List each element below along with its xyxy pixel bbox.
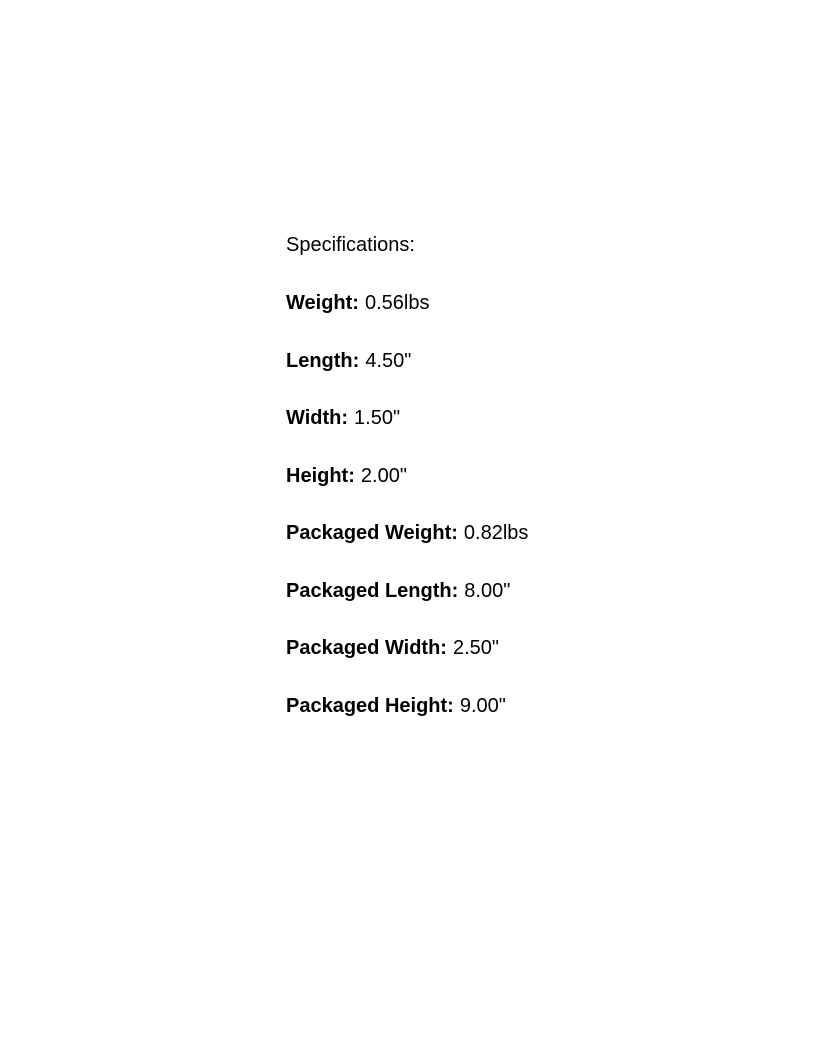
spec-label: Weight: [286, 292, 359, 314]
spec-label: Height: [286, 464, 355, 487]
spec-value: 2.50" [452, 637, 499, 659]
specifications-heading: Specifications: [286, 234, 415, 256]
spec-row-packaged-width [286, 637, 528, 659]
spec-value: 9.00" [459, 694, 506, 717]
spec-row-height [286, 465, 528, 487]
spec-value: 2.00" [360, 464, 407, 487]
spec-label: Width: [286, 407, 349, 429]
spec-value: 1.50" [354, 407, 401, 429]
spec-row-width [286, 407, 528, 429]
spec-value: 0.82lbs [463, 522, 529, 544]
spec-label: Packaged Length: [286, 579, 459, 602]
spec-row-packaged-height [286, 695, 528, 717]
spec-label: Packaged Width: [286, 637, 447, 659]
specifications-section [286, 234, 528, 717]
spec-row-packaged-weight [286, 522, 528, 544]
spec-value: 8.00" [464, 579, 511, 602]
spec-label: Packaged Weight: [286, 522, 458, 544]
spec-row-packaged-length [286, 580, 528, 602]
spec-label: Length: [286, 349, 360, 372]
spec-value: 0.56lbs [364, 292, 430, 314]
spec-value: 4.50" [365, 349, 412, 372]
spec-row-length [286, 350, 528, 372]
spec-row-weight [286, 292, 528, 314]
spec-label: Packaged Height: [286, 694, 454, 717]
